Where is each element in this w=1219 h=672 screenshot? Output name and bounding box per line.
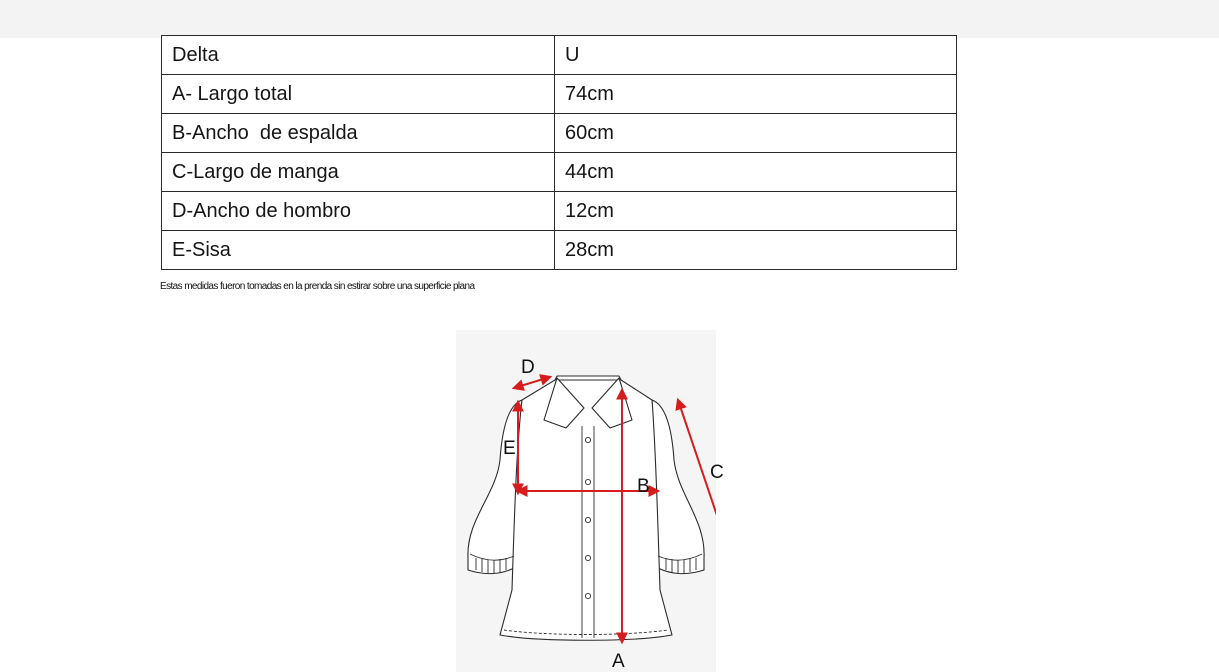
header-cell-model: Delta	[162, 36, 555, 75]
table-row	[162, 153, 957, 192]
row-label: E-Sisa	[162, 231, 555, 270]
table-header-row	[162, 36, 957, 75]
table-row	[162, 114, 957, 153]
table-row	[162, 231, 957, 270]
measurement-note: Estas medidas fueron tomadas en la prenda sin estirar sobre una superficie plana	[160, 281, 475, 292]
label-c: C	[710, 462, 724, 483]
shirt-measurement-diagram	[456, 330, 724, 672]
row-label: B-Ancho de espalda	[162, 114, 555, 153]
size-chart-table	[161, 35, 957, 270]
shirt-illustration	[456, 330, 716, 672]
row-value: 28cm	[555, 231, 957, 270]
header-cell-size: U	[555, 36, 957, 75]
shirt-outline	[468, 376, 704, 640]
row-value: 60cm	[555, 114, 957, 153]
row-label: C-Largo de manga	[162, 153, 555, 192]
label-b: B	[637, 476, 650, 497]
row-label: D-Ancho de hombro	[162, 192, 555, 231]
row-value: 74cm	[555, 75, 957, 114]
row-label: A- Largo total	[162, 75, 555, 114]
label-a: A	[612, 651, 625, 672]
table-row	[162, 75, 957, 114]
row-value: 44cm	[555, 153, 957, 192]
label-e: E	[503, 438, 516, 459]
label-d: D	[521, 357, 535, 378]
table-row	[162, 192, 957, 231]
top-band	[0, 0, 1219, 38]
row-value: 12cm	[555, 192, 957, 231]
